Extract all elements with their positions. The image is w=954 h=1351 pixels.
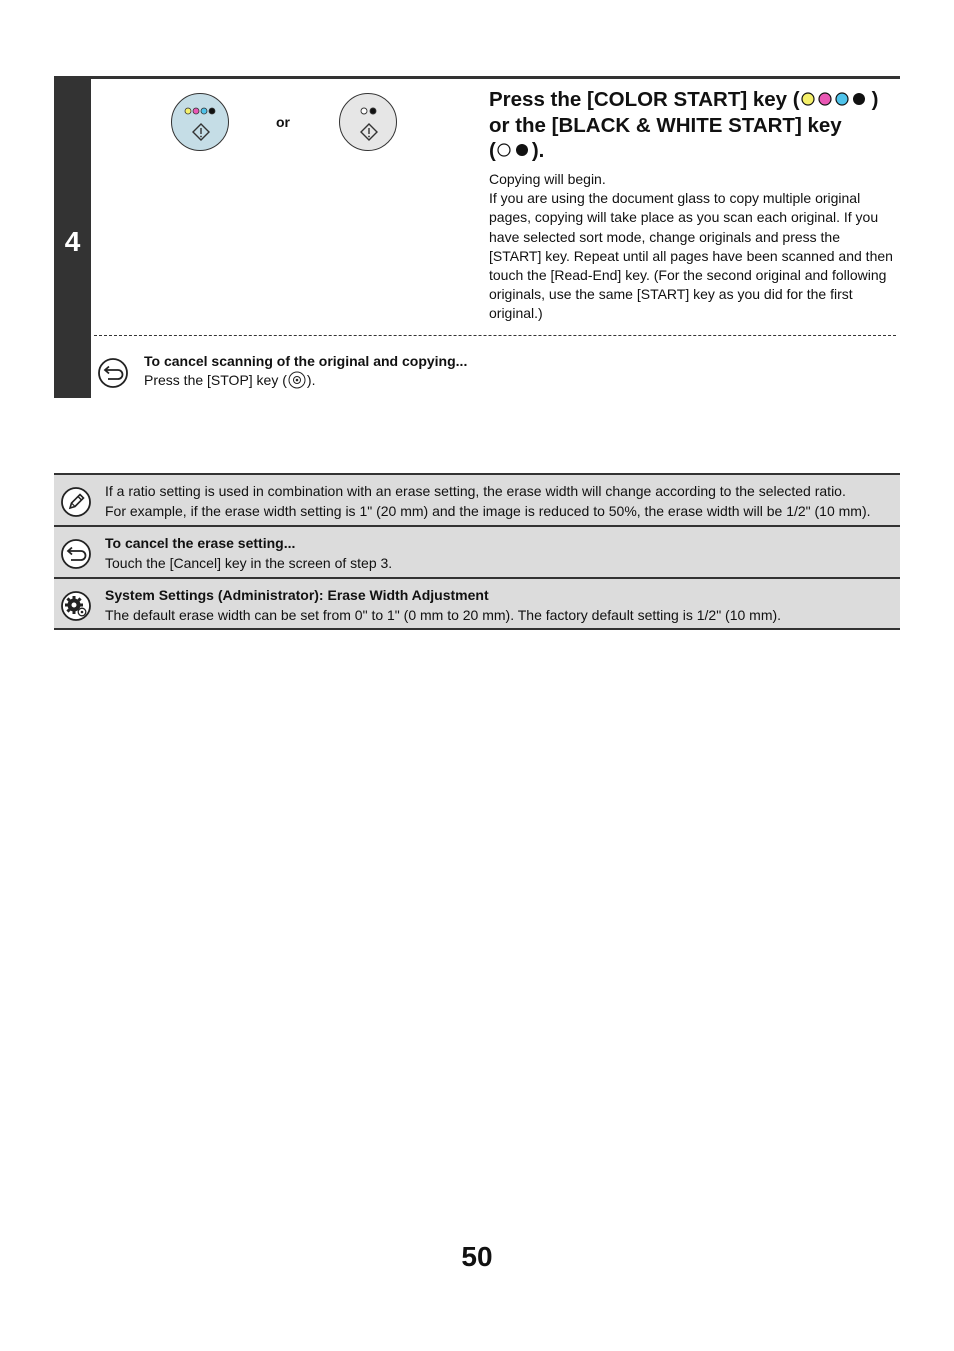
step-number-bar xyxy=(54,76,91,398)
note-ratio-erase xyxy=(54,473,900,525)
note-text: To cancel the erase setting... Touch the [Cancel] key in the screen of step 3. xyxy=(105,535,393,571)
step-4-block xyxy=(54,76,900,398)
page-number: 50 xyxy=(461,1241,493,1272)
step-top-rule xyxy=(54,76,900,79)
note-text: If a ratio setting is used in combination with an erase setting, the erase width will change according to the selected ratio. For example, if the erase width setting is 1" (20 mm) and the image is reduced to 50%, the erase width will be 1/2" (10 mm). xyxy=(105,483,871,519)
color-dots-icon xyxy=(800,91,872,107)
cancel-arrow-icon xyxy=(97,357,129,389)
cancel-scan-title: To cancel scanning of the original and copying... xyxy=(144,353,468,369)
notes-section xyxy=(54,473,900,630)
note-system-settings xyxy=(54,577,900,630)
note-text: System Settings (Administrator): Erase Width Adjustment The default erase width can be set from 0" to 1" (0 mm to 20 mm). The factory default setting is 1/2" (10 mm). xyxy=(105,587,782,623)
system-settings-gear-icon xyxy=(60,590,92,622)
step-number: 4 xyxy=(64,226,81,257)
or-label: or xyxy=(276,114,290,130)
step-body xyxy=(489,170,894,324)
dashed-divider xyxy=(94,335,896,336)
step-body-line: Copying will begin. xyxy=(489,171,606,187)
color-start-key-illustration xyxy=(171,93,229,151)
cancel-scan-text: Press the [STOP] key ( ). xyxy=(144,372,316,388)
pencil-note-icon xyxy=(60,486,92,518)
stop-key-icon xyxy=(288,371,306,389)
step-body-paragraph: If you are using the document glass to copy multiple original pages, copying will take place as you scan each original. If you have selected sort mode, change originals and press the [START] key. Repeat until all pages have been scanned and then touch the [Read-End] key. (For the second original and following originals, use the same [START] key as you did for the first original.) xyxy=(489,190,893,322)
black-white-dots-icon xyxy=(496,142,532,158)
cancel-arrow-icon xyxy=(60,538,92,570)
black-white-start-key-illustration xyxy=(339,93,397,151)
note-cancel-erase xyxy=(54,525,900,577)
step-title: Press the [COLOR START] key ( ) or the [BLACK & WHITE START] key ( ). xyxy=(489,88,879,162)
